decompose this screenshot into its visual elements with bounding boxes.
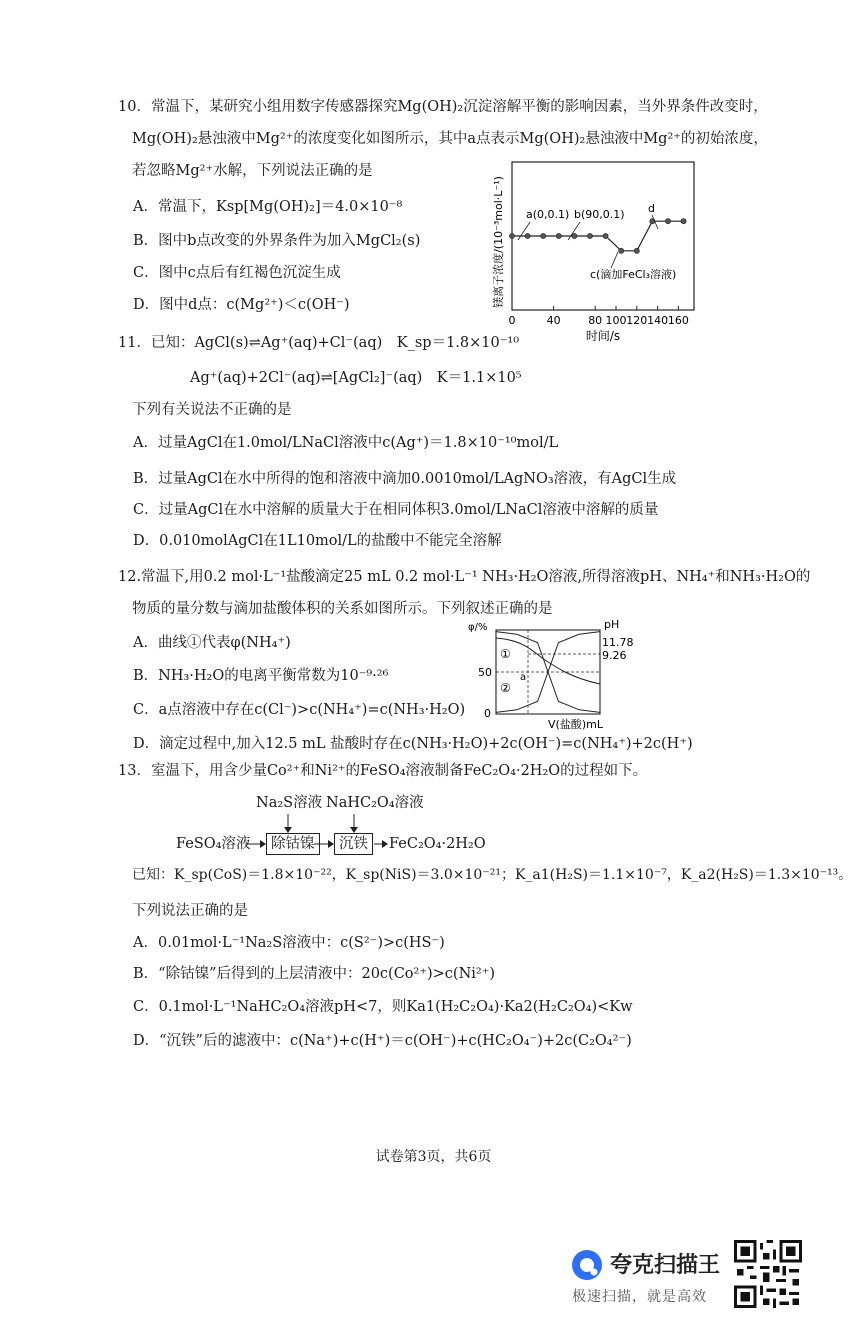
q11-equation-2: Ag⁺(aq)+2Cl⁻(aq)⇌[AgCl₂]⁻(aq) K＝1.1×10⁵ [190, 370, 522, 386]
q10-option-a: A．常温下，Ksp[Mg(OH)₂]＝4.0×10⁻⁸ [133, 199, 403, 215]
q10-data-point [587, 233, 592, 238]
q10-data-point [556, 233, 561, 238]
q12-y2-tick-926: 9.26 [602, 649, 627, 662]
q10-x-tick-label: 0 [508, 314, 516, 327]
q12-y-tick-0: 0 [484, 707, 491, 720]
quark-logo-icon [570, 1248, 604, 1282]
q10-option-b: B．图中b点改变的外界条件为加入MgCl₂(s) [133, 233, 421, 249]
q10-option-d: D．图中d点：c(Mg²⁺)＜c(OH⁻) [133, 297, 350, 313]
q10-label-b: b(90,0.1) [574, 208, 625, 221]
flow-reagent-na2s: Na₂S溶液 [256, 795, 323, 811]
q12-stem-line1: 12.常温下,用0.2 mol·L⁻¹盐酸滴定25 mL 0.2 mol·L⁻¹ NH₃·H₂O溶液,所得溶液pH、NH₄⁺和NH₃·H₂O的 [118, 569, 811, 585]
q12-ph-curve [496, 638, 600, 684]
q12-stem-line2: 物质的量分数与滴加盐酸体积的关系如图所示。下列叙述正确的是 [132, 601, 553, 617]
flow-step-precipitate-fe: 沉铁 [334, 833, 373, 855]
q10-chart [486, 152, 706, 348]
q10-x-tick-label: 100 [605, 314, 627, 327]
flow-start: FeSO₄溶液 [176, 836, 251, 852]
q13-ask: 下列说法正确的是 [132, 903, 248, 919]
flow-step-remove-co-ni: 除钴镍 [266, 833, 320, 855]
q12-y-tick-50: 50 [478, 666, 492, 679]
brand-slogan: 极速扫描，就是高效 [572, 1289, 707, 1305]
q10-label-a: a(0,0.1) [526, 208, 570, 221]
q12-curve-label-1: ① [500, 647, 511, 661]
q12-option-a: A．曲线①代表φ(NH₄⁺) [133, 635, 291, 651]
q10-stem-line1: 10．常温下，某研究小组用数字传感器探究Mg(OH)₂沉淀溶解平衡的影响因素，当外界条件改变时， [118, 99, 768, 115]
q12-option-d: D．滴定过程中,加入12.5 mL 盐酸时存在c(NH₃·H₂O)+2c(OH⁻)=c(NH₄⁺)+2c(H⁺) [133, 736, 693, 752]
q10-x-tick-label: 80 [588, 314, 603, 327]
page-footer: 试卷第3页，共6页 [375, 1149, 492, 1165]
q10-x-tick-label: 40 [546, 314, 561, 327]
q12-x-axis-label: V(盐酸)mL [548, 718, 603, 731]
q13-flow-diagram [176, 792, 506, 862]
q10-data-point [572, 233, 577, 238]
q10-x-axis-label: 时间/s [585, 329, 621, 343]
q10-label-c: c(滴加FeCl₃溶液) [590, 268, 677, 281]
q11-option-b: B．过量AgCl在水中所得的饱和溶液中滴加0.0010mol/LAgNO₃溶液，有AgCl生成 [133, 471, 677, 487]
q12-option-b: B．NH₃·H₂O的电离平衡常数为10⁻⁹·²⁶ [133, 668, 389, 684]
q10-stem-line3: 若忽略Mg²⁺水解，下列说法正确的是 [132, 163, 373, 179]
q10-option-c: C．图中c点后有红褐色沉淀生成 [133, 265, 341, 281]
q11-option-c: C．过量AgCl在水中溶解的质量大于在相同体积3.0mol/LNaCl溶液中溶解的质量 [133, 502, 659, 518]
qr-code-icon [734, 1240, 802, 1308]
q10-data-point [525, 233, 530, 238]
q11-option-d: D．0.010molAgCl在1L10mol/L的盐酸中不能完全溶解 [133, 533, 502, 549]
q10-data-point [681, 219, 686, 224]
q12-y2-axis-label: pH [604, 618, 620, 631]
q10-data-point [603, 233, 608, 238]
q10-data-point [541, 233, 546, 238]
q13-option-b: B．“除钴镍”后得到的上层清液中：20c(Co²⁺)>c(Ni²⁺) [133, 966, 496, 982]
q13-option-d: D．“沉铁”后的滤液中：c(Na⁺)+c(H⁺)＝c(OH⁻)+c(HC₂O₄⁻)+2c(C₂O₄²⁻) [133, 1033, 632, 1049]
q10-data-point [634, 248, 639, 253]
q10-stem-line2: Mg(OH)₂悬浊液中Mg²⁺的浓度变化如图所示，其中a点表示Mg(OH)₂悬浊液中Mg²⁺的初始浓度， [132, 131, 768, 147]
q10-x-tick-label: 120 [626, 314, 648, 327]
q13-known: 已知：K_sp(CoS)＝1.8×10⁻²²，K_sp(NiS)＝3.0×10⁻²¹；K_a1(H₂S)＝1.1×10⁻⁷，K_a2(H₂S)＝1.3×10⁻¹³。 [132, 867, 853, 883]
q10-arrow-c [611, 252, 618, 268]
q12-curve-label-2: ② [500, 681, 511, 695]
q13-stem: 13．室温下，用含少量Co²⁺和Ni²⁺的FeSO₄溶液制备FeC₂O₄·2H₂O的过程如下。 [118, 763, 648, 779]
q11-ask: 下列有关说法不正确的是 [132, 402, 292, 418]
q13-option-c: C．0.1mol·L⁻¹NaHC₂O₄溶液pH<7，则Ka1(H₂C₂O₄)·Ka2(H₂C₂O₄)<Kw [133, 999, 633, 1015]
q12-chart [462, 618, 652, 734]
q10-y-axis-label: 镁离子浓度/(10⁻³mol·L⁻¹) [492, 176, 505, 308]
q12-y-axis-label: φ/% [468, 622, 488, 633]
q10-x-tick-label: 140 [647, 314, 669, 327]
q11-option-a: A．过量AgCl在1.0mol/LNaCl溶液中c(Ag⁺)＝1.8×10⁻¹⁰mol/L [133, 435, 559, 451]
q12-point-a: a [520, 672, 527, 683]
q10-data-point [665, 219, 670, 224]
q10-label-d: d [648, 202, 655, 215]
q10-data-point [509, 233, 514, 238]
q12-option-c: C．a点溶液中存在c(Cl⁻)>c(NH₄⁺)=c(NH₃·H₂O) [133, 702, 466, 718]
q11-stem: 11．已知：AgCl(s)⇌Ag⁺(aq)+Cl⁻(aq) K_sp＝1.8×10⁻¹⁰ [118, 335, 520, 351]
flow-reagent-nahc2o4: NaHC₂O₄溶液 [326, 795, 424, 811]
q10-x-tick-label: 160 [667, 314, 689, 327]
q13-option-a: A．0.01mol·L⁻¹Na₂S溶液中：c(S²⁻)>c(HS⁻) [133, 935, 445, 951]
q12-y2-tick-1178: 11.78 [602, 636, 634, 649]
q10-series-line [512, 221, 684, 251]
brand-name: 夸克扫描王 [610, 1253, 721, 1278]
flow-product: FeC₂O₄·2H₂O [389, 836, 486, 852]
q10-data-point [619, 248, 624, 253]
